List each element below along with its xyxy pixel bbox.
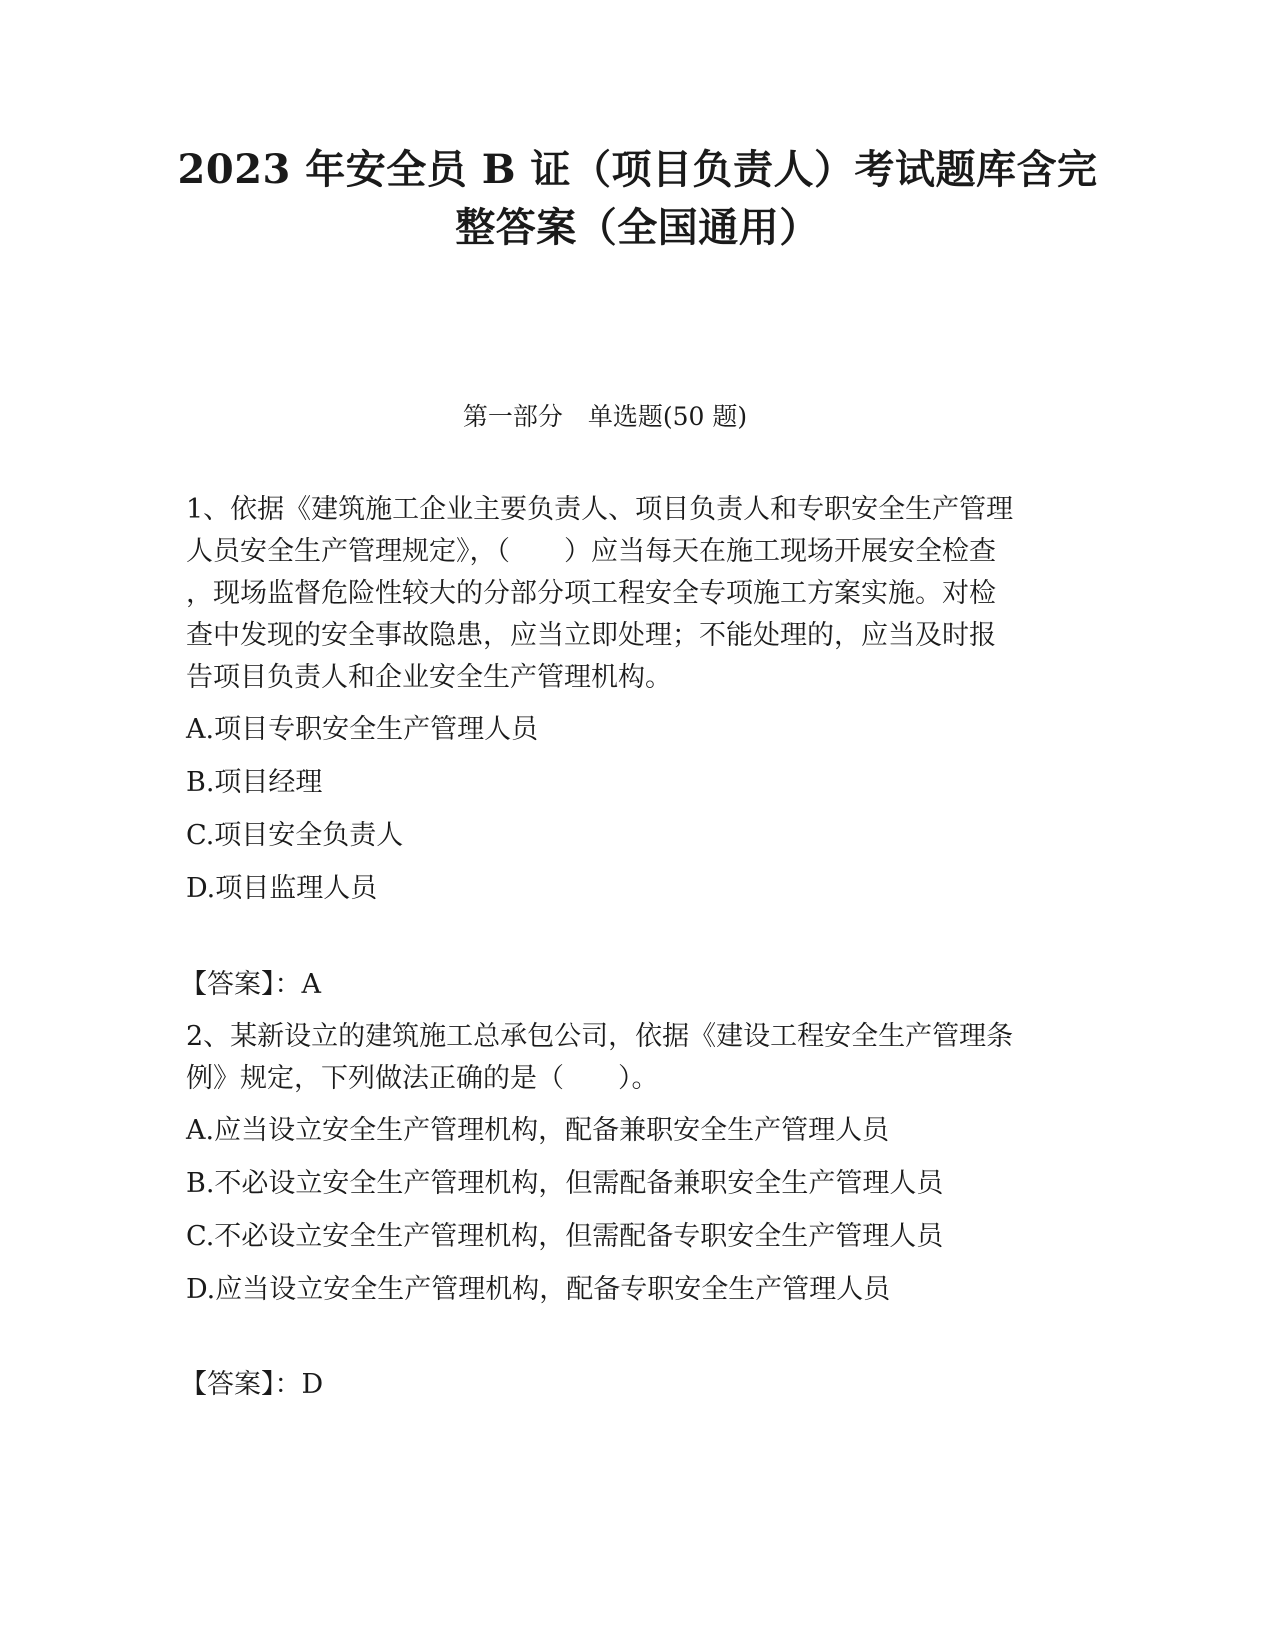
question-1-option-b: B.项目经理	[186, 767, 323, 798]
question-1-text-line: 告项目负责人和企业安全生产管理机构。	[186, 662, 672, 693]
question-2-option-a: A.应当设立安全生产管理机构，配备兼职安全生产管理人员	[186, 1115, 890, 1146]
answer-value: A	[301, 969, 321, 1000]
section-heading: 第一部分 单选题(50 题)	[462, 402, 748, 431]
question-2-text-line: 2、某新设立的建筑施工总承包公司，依据《建设工程安全生产管理条	[186, 1021, 1014, 1052]
question-1-option-a: A.项目专职安全生产管理人员	[186, 714, 539, 745]
answer-label: 【答案】：	[180, 969, 302, 1000]
document-title-line-1: 2023 年安全员 B 证（项目负责人）考试题库含完	[177, 146, 1098, 193]
question-1-text-line: 1、依据《建筑施工企业主要负责人、项目负责人和专职安全生产管理	[186, 494, 1014, 525]
question-2-option-b: B.不必设立安全生产管理机构，但需配备兼职安全生产管理人员	[186, 1168, 944, 1199]
question-2-option-d: D.应当设立安全生产管理机构，配备专职安全生产管理人员	[186, 1274, 891, 1305]
question-1-text-line: 查中发现的安全事故隐患，应当立即处理；不能处理的，应当及时报	[186, 620, 996, 651]
question-1-option-d: D.项目监理人员	[186, 873, 378, 904]
question-2-option-c: C.不必设立安全生产管理机构，但需配备专职安全生产管理人员	[186, 1221, 944, 1252]
question-1-option-c: C.项目安全负责人	[186, 820, 404, 851]
question-1-text-line: 人员安全生产管理规定》，（ ）应当每天在施工现场开展安全检查	[186, 536, 996, 567]
question-1-answer	[180, 968, 321, 1002]
question-2-answer	[180, 1368, 323, 1402]
document-title-line-2: 整答案（全国通用）	[455, 204, 820, 251]
answer-label: 【答案】：	[180, 1369, 302, 1400]
answer-value: D	[301, 1369, 324, 1400]
question-2-text-line: 例》规定，下列做法正确的是（ ）。	[186, 1063, 659, 1094]
question-1-text-line: ，现场监督危险性较大的分部分项工程安全专项施工方案实施。对检	[186, 578, 996, 609]
